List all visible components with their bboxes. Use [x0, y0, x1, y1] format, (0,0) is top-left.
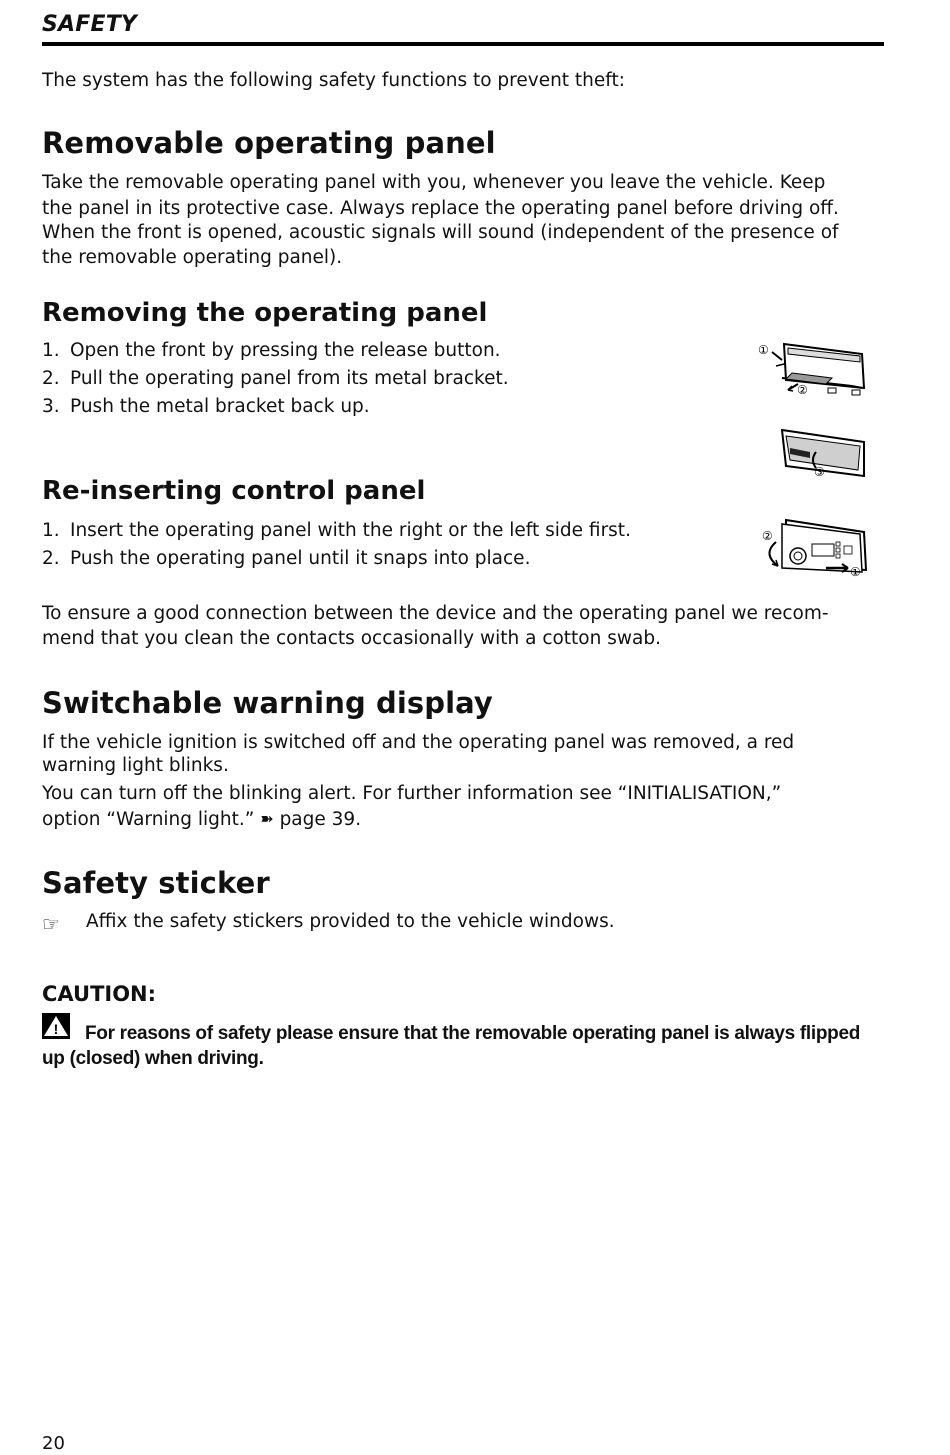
figure-label: ③ — [814, 465, 825, 479]
open-front-illustration — [752, 340, 874, 400]
list-item: 3. Push the metal bracket back up. — [42, 396, 370, 417]
contacts-cleaning-paragraph — [42, 602, 892, 651]
section-title: SAFETY — [42, 12, 138, 37]
bracket-back-illustration — [776, 428, 872, 480]
heading-removable-panel: Removable operating panel — [42, 126, 496, 160]
list-item: 2. Push the operating panel until it snaps into place. — [42, 548, 531, 569]
figure-label: ② — [762, 529, 773, 543]
intro-text: The system has the following safety functions to prevent theft: — [42, 70, 625, 91]
list-item: 2. Pull the operating panel from its metal bracket. — [42, 368, 509, 389]
heading-reinserting-panel: Re-inserting control panel — [42, 476, 426, 506]
warning-display-paragraph — [42, 731, 892, 777]
paragraph-line: To ensure a good connection between the device and the operating panel we recom- — [42, 603, 829, 624]
list-item: 1. Open the front by pressing the release button. — [42, 340, 501, 361]
figure-label: ① — [850, 565, 861, 579]
heading-removing-panel: Removing the operating panel — [42, 298, 488, 328]
heading-safety-sticker: Safety sticker — [42, 866, 270, 900]
reinserting-steps — [42, 517, 631, 573]
pointing-hand-icon: ☞ — [42, 912, 60, 936]
sticker-instruction: Affix the safety stickers provided to the vehicle windows. — [86, 911, 615, 932]
caution-label: CAUTION: — [42, 982, 157, 1006]
page-reference-link: page 39. — [279, 808, 362, 830]
page-reference-arrow-icon: ➽ — [260, 808, 274, 828]
list-item: 1. Insert the operating panel with the right or the left side first. — [42, 520, 631, 541]
paragraph-line: When the front is opened, acoustic signals will sound (independent of the presence of — [42, 222, 839, 243]
paragraph-line: option “Warning light.” ➽ page 39. — [42, 808, 362, 830]
svg-text:!: ! — [53, 1021, 59, 1037]
paragraph-line: the panel in its protective case. Always replace the operating panel before driving off. — [42, 197, 839, 219]
figure-label: ① — [758, 343, 769, 357]
paragraph-line: warning light blinks. — [42, 755, 229, 776]
paragraph-line: mend that you clean the contacts occasionally with a cotton swab. — [42, 627, 661, 649]
removable-panel-paragraph — [42, 171, 892, 270]
paragraph-line: You can turn off the blinking alert. For further information see “INITIALISATION,” — [42, 783, 782, 804]
removing-steps — [42, 337, 509, 421]
paragraph-line: the removable operating panel). — [42, 246, 343, 268]
paragraph-line: If the vehicle ignition is switched off and the operating panel was removed, a red — [42, 732, 795, 753]
warning-light-reference — [42, 782, 892, 832]
heading-warning-display: Switchable warning display — [42, 686, 493, 720]
paragraph-line: Take the removable operating panel with you, whenever you leave the vehicle. Keep — [42, 172, 826, 193]
caution-text: For reasons of safety please ensure that the removable operating panel is always flipped up (closed) when driving. — [42, 1023, 861, 1069]
reinsert-panel-illustration — [756, 514, 874, 580]
figure-label: ② — [797, 383, 808, 397]
page-header — [42, 12, 884, 46]
page-number: 20 — [42, 1433, 65, 1454]
